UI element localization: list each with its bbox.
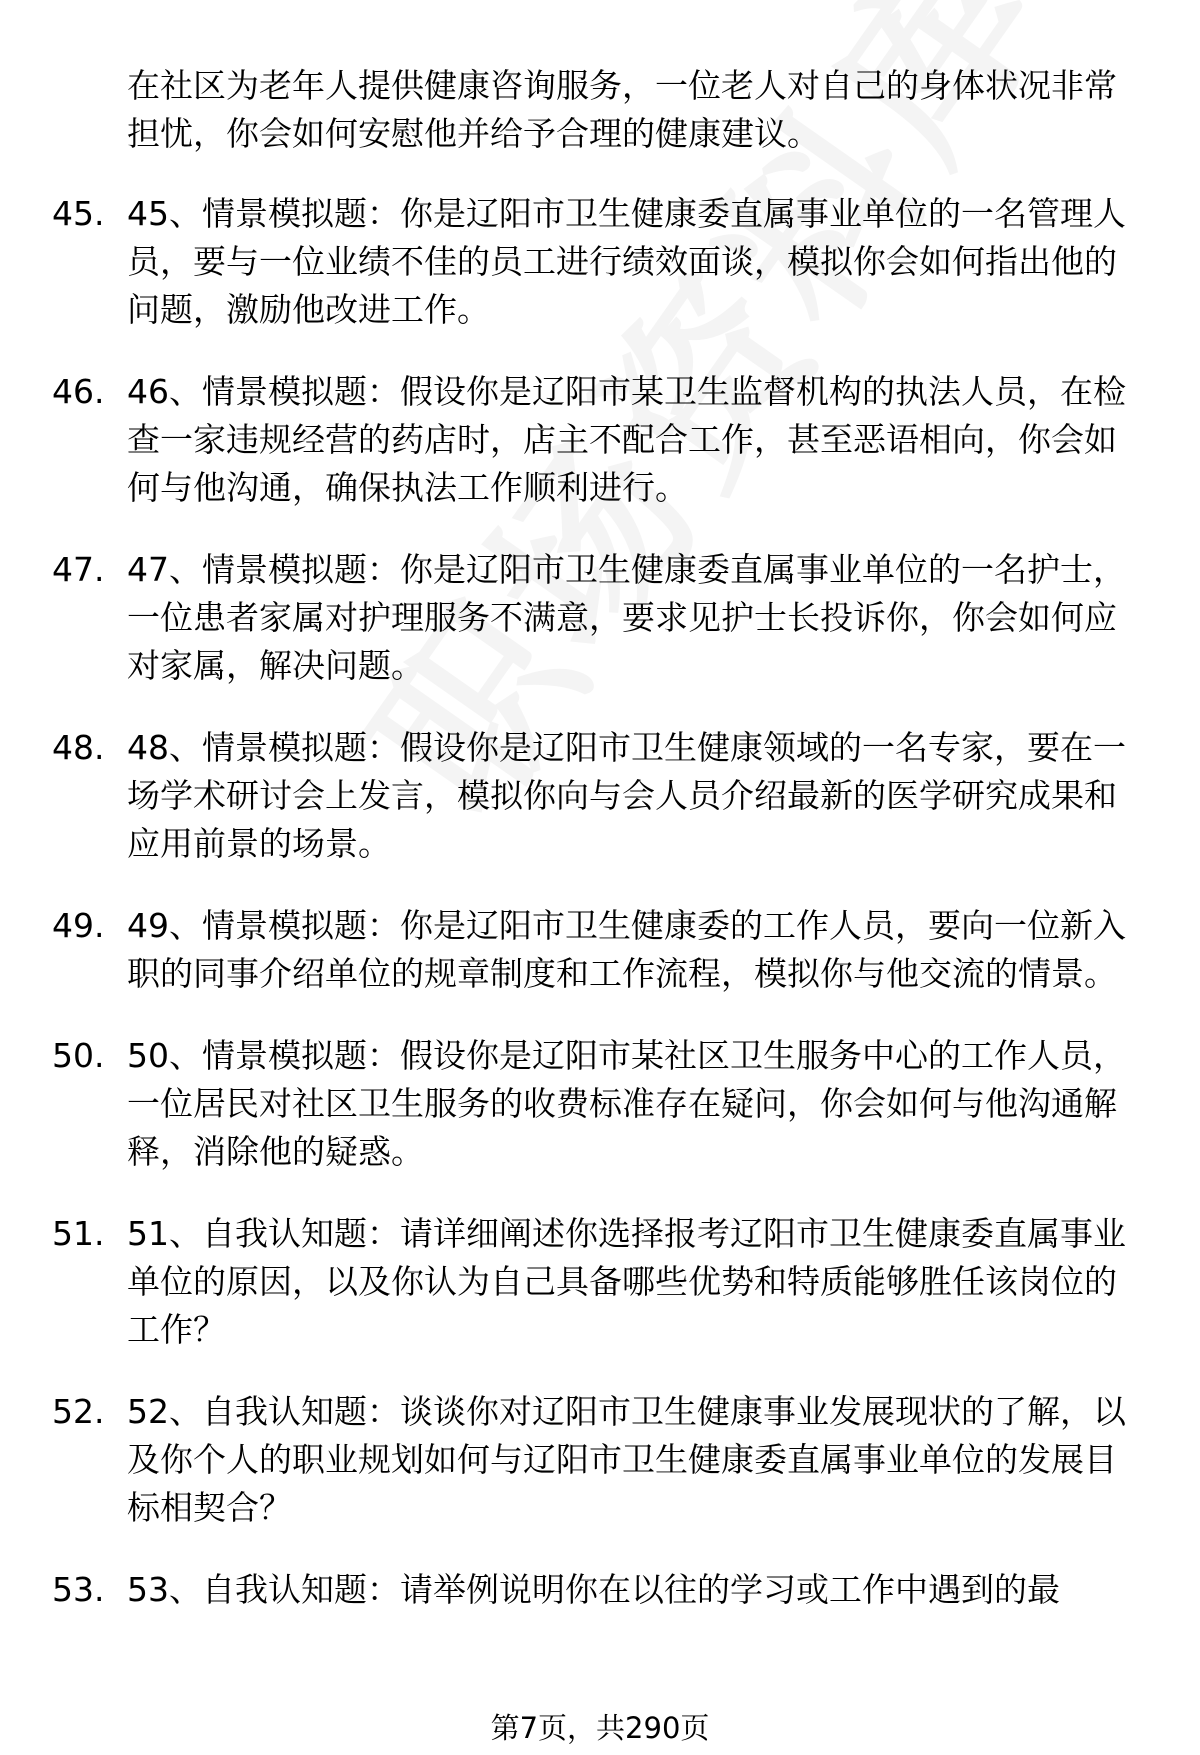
question-number: 49. — [52, 906, 105, 945]
question-number: 46. — [52, 372, 105, 411]
question-list — [0, 62, 1200, 1648]
question-text: 51、自我认知题：请详细阐述你选择报考辽阳市卫生健康委直属事业单位的原因，以及你认为自己具备哪些优势和特质能够胜任该岗位的工作？ — [127, 1214, 1126, 1349]
question-text: 52、自我认知题：谈谈你对辽阳市卫生健康事业发展现状的了解，以及你个人的职业规划如何与辽阳市卫生健康委直属事业单位的发展目标相契合？ — [127, 1392, 1126, 1527]
question-item — [0, 902, 1200, 998]
question-number: 53. — [52, 1570, 105, 1609]
question-text: 53、自我认知题：请举例说明你在以往的学习或工作中遇到的最 — [127, 1570, 1060, 1609]
question-number: 52. — [52, 1392, 105, 1431]
question-item — [0, 1566, 1200, 1614]
question-item — [0, 1032, 1200, 1176]
question-number: 45. — [52, 194, 105, 233]
question-text: 45、情景模拟题：你是辽阳市卫生健康委直属事业单位的一名管理人员，要与一位业绩不佳的员工进行绩效面谈，模拟你会如何指出他的问题，激励他改进工作。 — [127, 194, 1126, 329]
question-number: 48. — [52, 728, 105, 767]
question-item — [0, 724, 1200, 868]
question-item — [0, 1388, 1200, 1532]
question-text: 47、情景模拟题：你是辽阳市卫生健康委直属事业单位的一名护士，一位患者家属对护理服务不满意，要求见护士长投诉你，你会如何应对家属，解决问题。 — [127, 550, 1126, 685]
question-text: 49、情景模拟题：你是辽阳市卫生健康委的工作人员，要向一位新入职的同事介绍单位的规章制度和工作流程，模拟你与他交流的情景。 — [127, 906, 1126, 993]
question-number: 50. — [52, 1036, 105, 1075]
question-text: 46、情景模拟题：假设你是辽阳市某卫生监督机构的执法人员，在检查一家违规经营的药店时，店主不配合工作，甚至恶语相向，你会如何与他沟通，确保执法工作顺利进行。 — [127, 372, 1126, 507]
question-item — [0, 368, 1200, 512]
continuation-text: 在社区为老年人提供健康咨询服务，一位老人对自己的身体状况非常担忧，你会如何安慰他并给予合理的健康建议。 — [127, 66, 1117, 153]
question-number: 51. — [52, 1214, 105, 1253]
page-footer: 第7页，共290页 — [490, 1711, 710, 1745]
question-number: 47. — [52, 550, 105, 589]
question-item — [0, 190, 1200, 334]
question-item — [0, 1210, 1200, 1354]
question-item — [0, 546, 1200, 690]
question-text: 48、情景模拟题：假设你是辽阳市卫生健康领域的一名专家，要在一场学术研讨会上发言，模拟你向与会人员介绍最新的医学研究成果和应用前景的场景。 — [127, 728, 1126, 863]
question-text: 50、情景模拟题：假设你是辽阳市某社区卫生服务中心的工作人员，一位居民对社区卫生服务的收费标准存在疑问，你会如何与他沟通解释，消除他的疑惑。 — [127, 1036, 1126, 1171]
